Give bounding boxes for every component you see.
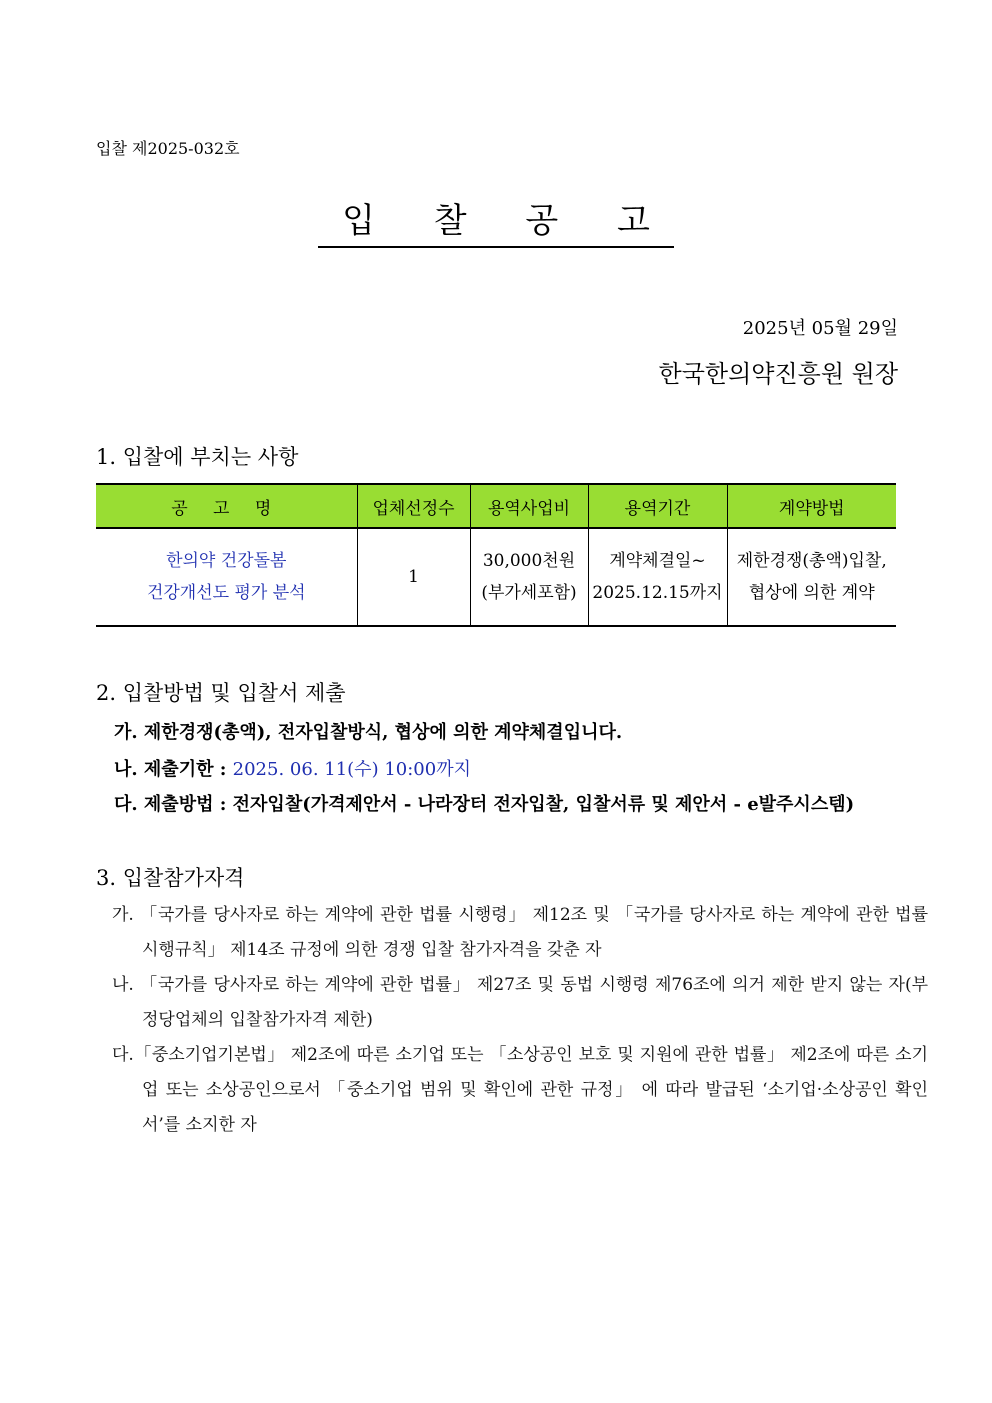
section2-heading: 2. 입찰방법 및 입찰서 제출 — [96, 681, 346, 705]
section2-item-b — [114, 755, 471, 781]
cell-budget — [470, 528, 588, 626]
column-header-name: 공 고 명 — [96, 484, 357, 528]
section2-item-a: 가. 제한경쟁(총액), 전자입찰방식, 협상에 의한 계약체결입니다. — [114, 722, 623, 743]
table-row — [96, 528, 896, 626]
section1-heading: 1. 입찰에 부치는 사항 — [96, 445, 299, 469]
section3-item-c: 다.「중소기업기본법」 제2조에 따른 소기업 또는 「소상공인 보호 및 지원에 관한 법률」 제2조에 따른 소기업 또는 소상공인으로서 「중소기업 범위 및 확인에 관한 규정」 에 따라 발급된 ‘소기업·소상공인 확인서’를 소지한 자 — [112, 1045, 928, 1135]
budget-line1: 30,000천원 — [482, 551, 576, 571]
bid-items-table — [96, 483, 896, 627]
cell-contract-method — [727, 528, 896, 626]
method-line1: 제한경쟁(총액)입찰, — [736, 551, 887, 571]
page-title-wrap — [0, 196, 992, 248]
notice-date: 2025년 05월 29일 — [742, 318, 898, 339]
column-header-budget: 용역사업비 — [470, 484, 588, 528]
period-line1: 계약체결일~ — [609, 551, 706, 571]
section3-item-a: 가. 「국가를 당사자로 하는 계약에 관한 법률 시행령」 제12조 및 「국가를 당사자로 하는 계약에 관한 법률 시행규칙」 제14조 규정에 의한 경쟁 입찰 참가자격을 갖춘 자 — [112, 905, 928, 960]
section3-item-b: 나. 「국가를 당사자로 하는 계약에 관한 법률」 제27조 및 동법 시행령 제76조에 의거 제한 받지 않는 자(부정당업체의 입찰참가자격 제한) — [112, 975, 928, 1030]
budget-line2: (부가세포함) — [481, 583, 577, 603]
notice-number: 입찰 제2025-032호 — [96, 139, 240, 158]
section2-item-c: 다. 제출방법 : 전자입찰(가격제안서 - 나라장터 전자입찰, 입찰서류 및 제안서 - e발주시스템) — [114, 794, 855, 815]
column-header-method: 계약방법 — [727, 484, 896, 528]
column-header-period: 용역기간 — [588, 484, 727, 528]
deadline-value: 2025. 06. 11(수) 10:00까지 — [232, 759, 471, 780]
method-line2: 협상에 의한 계약 — [748, 583, 875, 603]
column-header-count: 업체선정수 — [357, 484, 470, 528]
table-header-row — [96, 484, 896, 528]
section3-heading: 3. 입찰참가자격 — [96, 866, 245, 890]
issuer: 한국한의약진흥원 원장 — [658, 360, 898, 388]
project-name-line1: 한의약 건강돌봄 — [166, 551, 287, 571]
project-name-line2: 건강개선도 평가 분석 — [146, 583, 306, 603]
cell-project-name — [96, 528, 357, 626]
deadline-label: 나. 제출기한 : — [114, 759, 233, 780]
period-line2: 2025.12.15까지 — [592, 583, 723, 603]
cell-selection-count: 1 — [357, 528, 470, 626]
page-title: 입 찰 공 고 — [318, 196, 674, 248]
cell-period — [588, 528, 727, 626]
